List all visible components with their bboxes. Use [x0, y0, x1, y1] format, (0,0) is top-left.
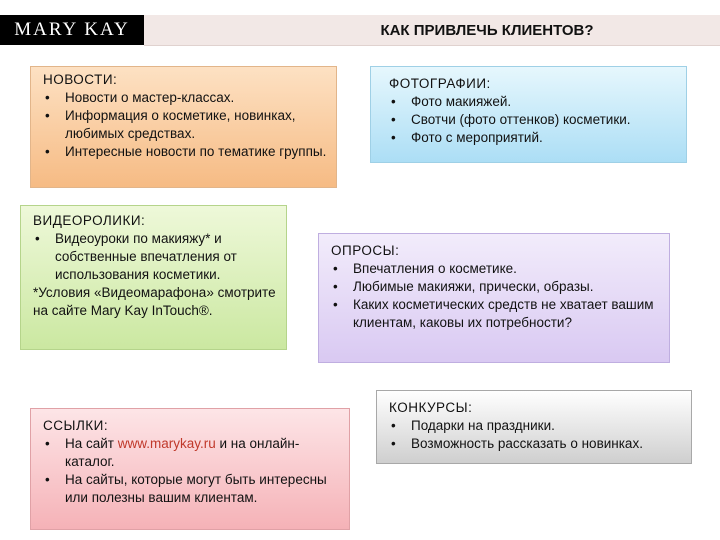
bullet: •	[45, 144, 50, 160]
list-item	[389, 93, 678, 111]
list-item	[43, 107, 328, 143]
list-item	[389, 435, 683, 453]
list-item	[331, 260, 661, 278]
list-item	[389, 417, 683, 435]
list-item	[43, 471, 341, 507]
bullet: •	[391, 94, 396, 110]
polls-box	[318, 233, 670, 363]
photos-list	[389, 93, 678, 147]
list-item	[43, 143, 328, 161]
list-item-text: Любимые макияжи, прически, образы.	[353, 279, 594, 295]
bullet: •	[391, 112, 396, 128]
videos-heading: ВИДЕОРОЛИКИ:	[33, 213, 146, 228]
contests-heading: КОНКУРСЫ:	[389, 400, 473, 415]
list-item-text: Фото с мероприятий.	[411, 130, 543, 146]
list-item-text: Интересные новости по тематике группы.	[65, 144, 327, 160]
list-item-text: На сайт	[65, 436, 118, 452]
videos-list	[33, 230, 278, 284]
list-item	[43, 89, 328, 107]
bullet: •	[333, 297, 338, 313]
list-item	[389, 129, 678, 147]
list-item	[331, 296, 661, 332]
logo	[0, 15, 144, 45]
list-item-text: Видеоуроки по макияжу* и собственные впечатления от использования косметики.	[55, 231, 237, 283]
logo-text: MARY KAY	[14, 19, 130, 40]
bullet: •	[391, 436, 396, 452]
photos-heading: ФОТОГРАФИИ:	[389, 76, 491, 91]
list-item-text: и на онлайн-каталог.	[65, 436, 300, 470]
marykay-link[interactable]: www.marykay.ru	[117, 436, 216, 452]
list-item-text: На сайты, которые могут быть интересны или полезны вашим клиентам.	[65, 472, 327, 506]
links-list	[43, 435, 341, 507]
polls-list	[331, 260, 661, 332]
polls-heading: ОПРОСЫ:	[331, 243, 400, 258]
contests-list	[389, 417, 683, 453]
bullet: •	[35, 231, 40, 247]
bullet: •	[45, 436, 50, 452]
bullet: •	[45, 108, 50, 124]
bullet: •	[391, 130, 396, 146]
bullet: •	[333, 279, 338, 295]
photos-box	[370, 66, 687, 163]
list-item-text: Новости о мастер-классах.	[65, 90, 235, 106]
list-item-text: Свотчи (фото оттенков) косметики.	[411, 112, 631, 128]
list-item-text: Возможность рассказать о новинках.	[411, 436, 643, 452]
bullet: •	[45, 90, 50, 106]
list-item	[43, 435, 341, 471]
news-list	[43, 89, 328, 161]
videos-note: *Условия «Видеомарафона» смотрите на сайте Mary Kay InTouch®.	[33, 285, 276, 319]
list-item-text: Каких косметических средств не хватает вашим клиентам, каковы их потребности?	[353, 297, 654, 331]
list-item	[33, 230, 278, 284]
news-box	[30, 66, 337, 188]
header-bar	[144, 15, 720, 46]
links-box	[30, 408, 350, 530]
list-item-text: Подарки на праздники.	[411, 418, 555, 434]
page-title: КАК ПРИВЛЕЧЬ КЛИЕНТОВ?	[380, 21, 594, 39]
news-heading: НОВОСТИ:	[43, 72, 118, 87]
links-heading: ССЫЛКИ:	[43, 418, 109, 433]
videos-box	[20, 205, 287, 350]
list-item-text: Впечатления о косметике.	[353, 261, 517, 277]
list-item	[389, 111, 678, 129]
contests-box	[376, 390, 692, 464]
bullet: •	[333, 261, 338, 277]
bullet: •	[45, 472, 50, 488]
bullet: •	[391, 418, 396, 434]
list-item-text: Фото макияжей.	[411, 94, 512, 110]
list-item-text: Информация о косметике, новинках, любимых средствах.	[65, 108, 296, 142]
list-item	[331, 278, 661, 296]
